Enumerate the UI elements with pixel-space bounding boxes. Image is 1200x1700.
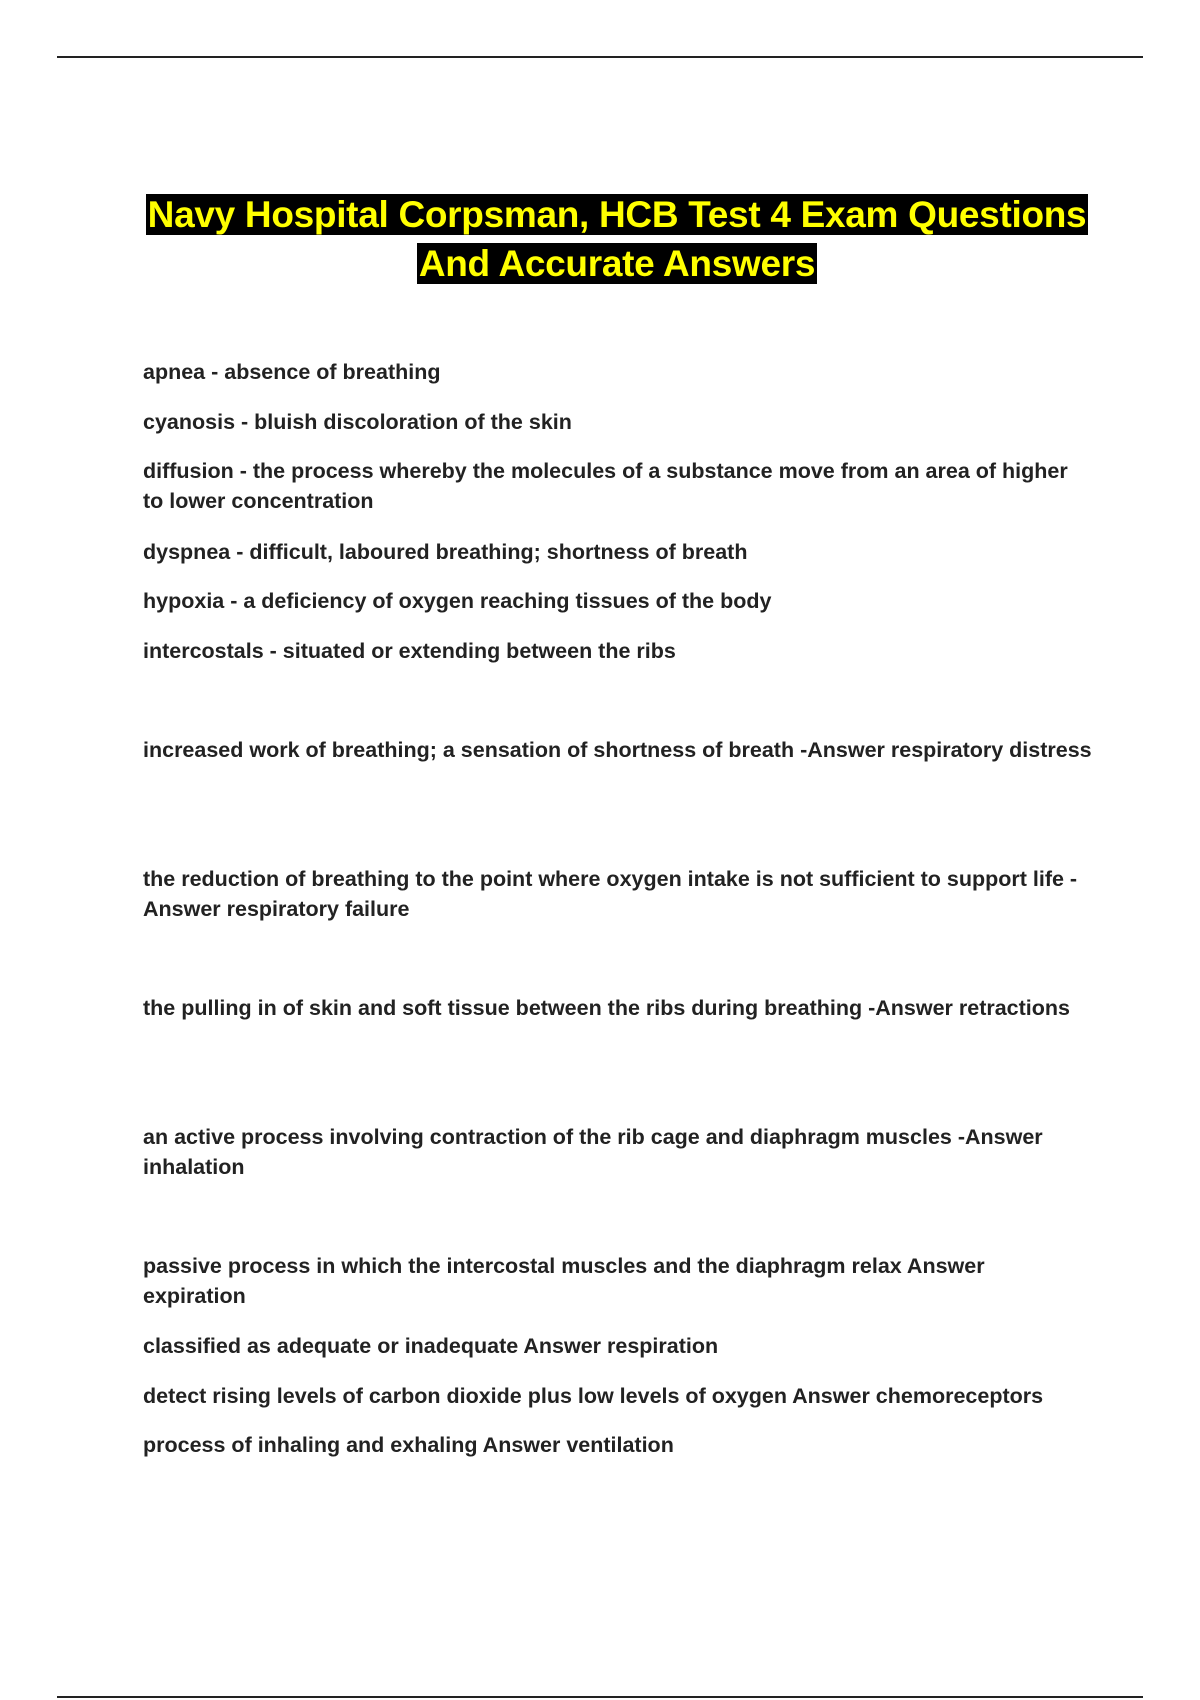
entry-diffusion: diffusion - the process whereby the molecules of a substance move from an area of higher to lower concentration	[143, 459, 1068, 513]
entry-cyanosis: cyanosis - bluish discoloration of the skin	[143, 410, 572, 434]
entry-hypoxia: hypoxia - a deficiency of oxygen reaching tissues of the body	[143, 589, 772, 613]
entry-respiration: classified as adequate or inadequate Answer respiration	[143, 1334, 719, 1358]
entry-respiratory-distress: increased work of breathing; a sensation of shortness of breath -Answer respiratory distress	[143, 738, 1092, 762]
entry-inhalation: an active process involving contraction of the rib cage and diaphragm muscles -Answer inhalation	[143, 1125, 1043, 1179]
entry-intercostals: intercostals - situated or extending between the ribs	[143, 639, 676, 663]
page-title-text: Navy Hospital Corpsman, HCB Test 4 Exam Questions And Accurate Answers	[147, 194, 1087, 284]
entry-apnea: apnea - absence of breathing	[143, 360, 441, 384]
header-rule	[57, 56, 1143, 58]
entry-dyspnea: dyspnea - difficult, laboured breathing; shortness of breath	[143, 540, 748, 564]
footer-rule	[57, 1696, 1143, 1698]
entry-chemoreceptors: detect rising levels of carbon dioxide plus low levels of oxygen Answer chemoreceptors	[143, 1384, 1044, 1408]
page-title	[143, 190, 1091, 288]
entry-ventilation: process of inhaling and exhaling Answer ventilation	[143, 1433, 674, 1457]
entry-expiration: passive process in which the intercostal muscles and the diaphragm relax Answer expiration	[143, 1254, 985, 1308]
entry-retractions: the pulling in of skin and soft tissue between the ribs during breathing -Answer retractions	[143, 996, 1070, 1020]
entry-respiratory-failure: the reduction of breathing to the point where oxygen intake is not sufficient to support life -Answer respiratory failure	[143, 867, 1078, 921]
